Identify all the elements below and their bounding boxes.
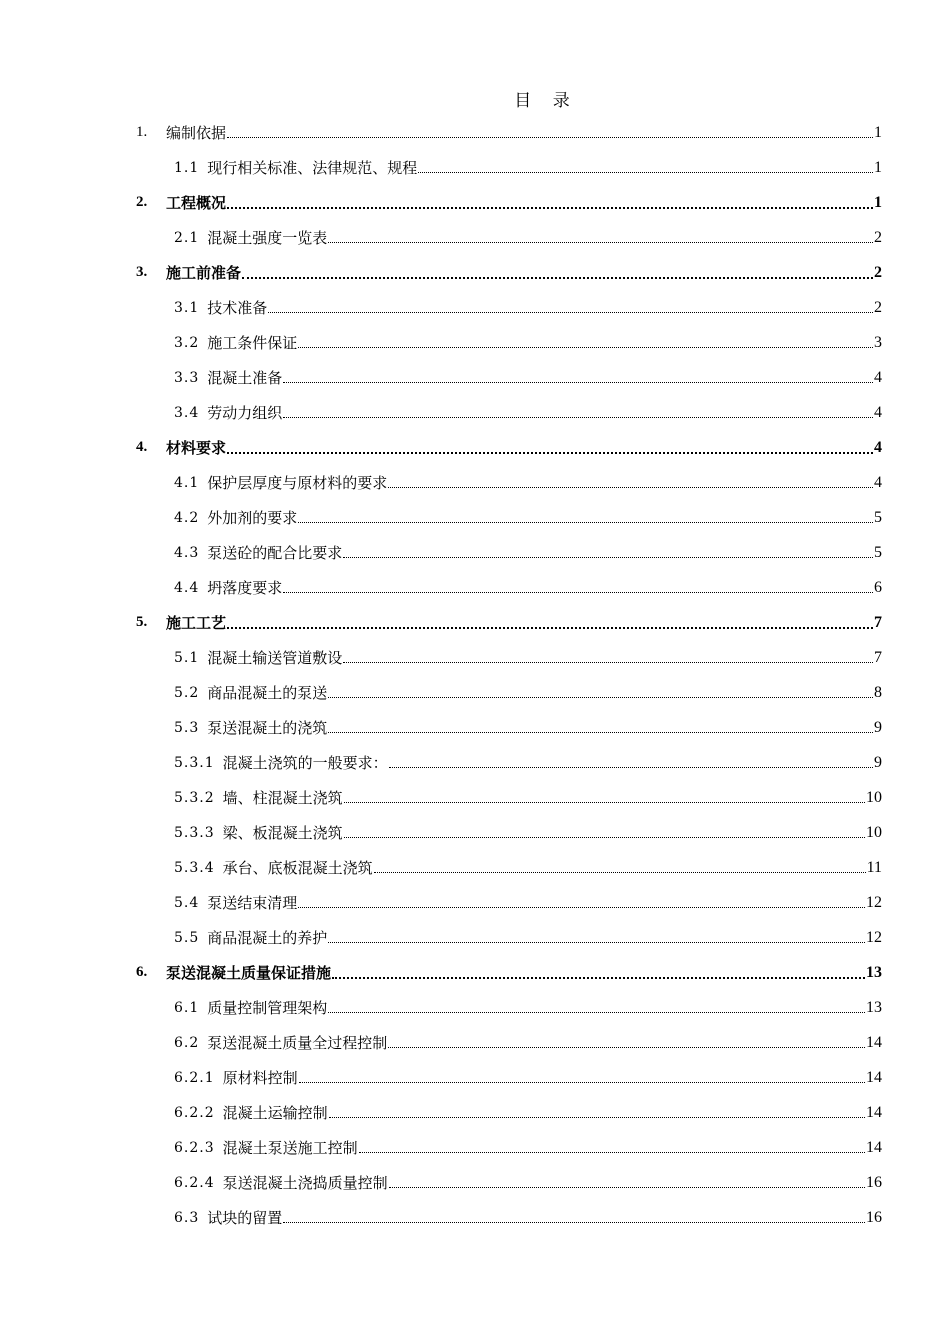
toc-entry-page: 14 <box>866 1033 882 1051</box>
toc-entry-number: 5.5 <box>174 929 200 946</box>
toc-entry-number: 6.2.2 <box>174 1104 215 1121</box>
toc-entry-label: 保护层厚度与原材料的要求 <box>207 474 388 492</box>
toc-dot-leader <box>332 977 865 979</box>
toc-entry-page: 4 <box>874 403 882 421</box>
toc-entry-label: 混凝土强度一览表 <box>207 229 328 247</box>
toc-entry-page: 10 <box>866 788 882 806</box>
toc-entry[interactable] <box>136 115 882 150</box>
toc-entry-page: 1 <box>874 193 882 211</box>
toc-entry-label: 混凝土运输控制 <box>222 1104 328 1122</box>
toc-entry-number: 5.1 <box>174 649 200 666</box>
toc-entry[interactable] <box>174 325 882 360</box>
toc-entry[interactable] <box>174 465 882 500</box>
toc-entry[interactable] <box>174 850 882 885</box>
toc-entry-page: 12 <box>866 893 882 911</box>
toc-dot-leader <box>328 942 865 943</box>
toc-entry-label: 材料要求 <box>166 439 227 457</box>
toc-entry-page: 7 <box>874 613 882 631</box>
toc-dot-leader <box>283 382 873 383</box>
toc-dot-leader <box>227 627 873 629</box>
toc-dot-leader <box>283 1222 865 1223</box>
toc-entry-number: 5.2 <box>174 684 200 701</box>
toc-dot-leader <box>344 837 865 838</box>
toc-dot-leader <box>299 1082 865 1083</box>
toc-entry[interactable] <box>174 570 882 605</box>
toc-entry-page: 7 <box>874 648 882 666</box>
toc-entry-label: 梁、板混凝土浇筑 <box>222 824 343 842</box>
toc-dot-leader <box>283 592 873 593</box>
toc-dot-leader <box>359 1152 865 1153</box>
toc-entry-page: 11 <box>866 858 882 876</box>
toc-entry[interactable] <box>174 710 882 745</box>
toc-dot-leader <box>298 907 865 908</box>
toc-entry-number: 1. <box>136 124 148 140</box>
toc-entry-label: 商品混凝土的泵送 <box>207 684 328 702</box>
toc-entry-label: 泵送混凝土浇捣质量控制 <box>222 1174 388 1192</box>
toc-entry-label: 编制依据 <box>166 124 227 142</box>
toc-entry-label: 原材料控制 <box>222 1069 298 1087</box>
toc-title: 目 录 <box>514 91 578 111</box>
toc-entry-number: 2.1 <box>174 229 200 246</box>
toc-dot-leader <box>374 872 866 873</box>
toc-entry-page: 4 <box>874 368 882 386</box>
toc-entry-page: 14 <box>866 1068 882 1086</box>
toc-entry[interactable] <box>174 395 882 430</box>
toc-entry-number: 3.4 <box>174 404 200 421</box>
toc-entry-label: 混凝土泵送施工控制 <box>222 1139 358 1157</box>
toc-entry[interactable] <box>136 605 882 640</box>
toc-entry[interactable] <box>174 1130 882 1165</box>
toc-entry-page: 2 <box>874 263 882 281</box>
toc-entry[interactable] <box>174 1060 882 1095</box>
toc-entry-page: 14 <box>866 1138 882 1156</box>
toc-entry-label: 坍落度要求 <box>207 579 283 597</box>
toc-entry[interactable] <box>136 185 882 220</box>
toc-entry-page: 4 <box>874 438 882 456</box>
toc-entry[interactable] <box>174 815 882 850</box>
toc-dot-leader <box>388 1047 865 1048</box>
toc-entry-number: 6. <box>136 964 148 980</box>
toc-entry-number: 6.2.4 <box>174 1174 215 1191</box>
toc-entry-number: 5.3.3 <box>174 824 215 841</box>
toc-entry[interactable] <box>174 675 882 710</box>
toc-entry[interactable] <box>136 955 882 990</box>
toc-entry-page: 5 <box>874 508 882 526</box>
toc-entry-label: 泵送混凝土的浇筑 <box>207 719 328 737</box>
toc-entry-number: 6.2.1 <box>174 1069 215 1086</box>
toc-entry-label: 商品混凝土的养护 <box>207 929 328 947</box>
toc-entry[interactable] <box>174 1165 882 1200</box>
toc-entry-label: 施工工艺 <box>166 614 227 632</box>
toc-entry-number: 3.2 <box>174 334 200 351</box>
toc-entry-label: 泵送砼的配合比要求 <box>207 544 343 562</box>
toc-entry[interactable] <box>174 535 882 570</box>
toc-dot-leader <box>328 697 873 698</box>
toc-entry-number: 3.3 <box>174 369 200 386</box>
toc-dot-leader <box>344 802 865 803</box>
toc-entry-number: 5.3.1 <box>174 754 215 771</box>
toc-dot-leader <box>227 452 873 454</box>
toc-entry-page: 1 <box>874 158 882 176</box>
toc-dot-leader <box>283 417 873 418</box>
toc-entry-label: 混凝土浇筑的一般要求： <box>222 754 388 772</box>
toc-entry-number: 4. <box>136 439 148 455</box>
toc-entry-number: 5.3.2 <box>174 789 215 806</box>
toc-entry[interactable] <box>174 745 882 780</box>
toc-dot-leader <box>268 312 873 313</box>
toc-entry-label: 混凝土输送管道敷设 <box>207 649 343 667</box>
toc-entry[interactable] <box>174 220 882 255</box>
toc-entry-label: 混凝土准备 <box>207 369 283 387</box>
toc-entry[interactable] <box>174 1200 882 1235</box>
toc-entry-label: 泵送结束清理 <box>207 894 298 912</box>
toc-entry-page: 2 <box>874 228 882 246</box>
toc-entry-page: 16 <box>866 1208 882 1226</box>
toc-dot-leader <box>328 242 873 243</box>
toc-entry-label: 技术准备 <box>207 299 268 317</box>
toc-dot-leader <box>418 172 873 173</box>
toc-entry-number: 3.1 <box>174 299 200 316</box>
toc-entry-label: 质量控制管理架构 <box>207 999 328 1017</box>
toc-dot-leader <box>389 1187 865 1188</box>
toc-entry-label: 工程概况 <box>166 194 227 212</box>
toc-entry-page: 10 <box>866 823 882 841</box>
toc-dot-leader <box>329 1117 865 1118</box>
toc-entry-label: 劳动力组织 <box>207 404 283 422</box>
toc-entry-label: 泵送混凝土质量保证措施 <box>166 964 332 982</box>
toc-dot-leader <box>388 487 873 488</box>
toc-entry-page: 5 <box>874 543 882 561</box>
toc-dot-leader <box>242 277 873 279</box>
toc-entry-number: 1.1 <box>174 159 200 176</box>
toc-entry-page: 4 <box>874 473 882 491</box>
toc-dot-leader <box>389 767 873 768</box>
toc-dot-leader <box>343 662 873 663</box>
toc-entry[interactable] <box>174 1025 882 1060</box>
toc-dot-leader <box>298 347 873 348</box>
toc-entry-label: 试块的留置 <box>207 1209 283 1227</box>
toc-dot-leader <box>328 732 873 733</box>
toc-entry-number: 6.2.3 <box>174 1139 215 1156</box>
toc-entry-label: 泵送混凝土质量全过程控制 <box>207 1034 388 1052</box>
toc-entry[interactable] <box>174 920 882 955</box>
toc-entry-page: 1 <box>874 123 882 141</box>
toc-entry-number: 5. <box>136 614 148 630</box>
toc-entry-page: 9 <box>874 753 882 771</box>
toc-entry-label: 现行相关标准、法律规范、规程 <box>207 159 418 177</box>
toc-entry-number: 4.2 <box>174 509 200 526</box>
toc-entry[interactable] <box>174 150 882 185</box>
toc-entry-page: 14 <box>866 1103 882 1121</box>
toc-entry-number: 6.1 <box>174 999 200 1016</box>
toc-dot-leader <box>227 207 873 209</box>
toc-entry[interactable] <box>174 640 882 675</box>
toc-entry[interactable] <box>136 430 882 465</box>
toc-entry[interactable] <box>174 885 882 920</box>
toc-entry-number: 4.1 <box>174 474 200 491</box>
toc-entry-page: 8 <box>874 683 882 701</box>
toc-entry-page: 9 <box>874 718 882 736</box>
toc-entry-number: 5.3 <box>174 719 200 736</box>
toc-dot-leader <box>343 557 873 558</box>
toc-dot-leader <box>227 137 873 138</box>
toc-entry-number: 2. <box>136 194 148 210</box>
toc-entry-label: 墙、柱混凝土浇筑 <box>222 789 343 807</box>
toc-entry-number: 3. <box>136 264 148 280</box>
toc-entry-page: 13 <box>866 963 882 981</box>
toc-entry[interactable] <box>174 360 882 395</box>
toc-entry-label: 施工前准备 <box>166 264 242 282</box>
toc-entry[interactable] <box>136 255 882 290</box>
toc-entry-label: 承台、底板混凝土浇筑 <box>222 859 373 877</box>
toc-entry-page: 3 <box>874 333 882 351</box>
toc-entry[interactable] <box>174 990 882 1025</box>
toc-dot-leader <box>298 522 873 523</box>
toc-entry-number: 4.4 <box>174 579 200 596</box>
toc-entry-number: 5.3.4 <box>174 859 215 876</box>
toc-entry-number: 5.4 <box>174 894 200 911</box>
toc-dot-leader <box>328 1012 865 1013</box>
toc-entry-number: 6.3 <box>174 1209 200 1226</box>
toc-entry-page: 13 <box>866 998 882 1016</box>
toc-entry-label: 外加剂的要求 <box>207 509 298 527</box>
toc-entry-label: 施工条件保证 <box>207 334 298 352</box>
toc-entry-page: 12 <box>866 928 882 946</box>
toc-entry-page: 16 <box>866 1173 882 1191</box>
toc-entry-number: 6.2 <box>174 1034 200 1051</box>
toc-entry-page: 6 <box>874 578 882 596</box>
toc-entry[interactable] <box>174 780 882 815</box>
toc-entry-number: 4.3 <box>174 544 200 561</box>
toc-entry-page: 2 <box>874 298 882 316</box>
toc-entry[interactable] <box>174 500 882 535</box>
toc-entry[interactable] <box>174 1095 882 1130</box>
toc-entry[interactable] <box>174 290 882 325</box>
